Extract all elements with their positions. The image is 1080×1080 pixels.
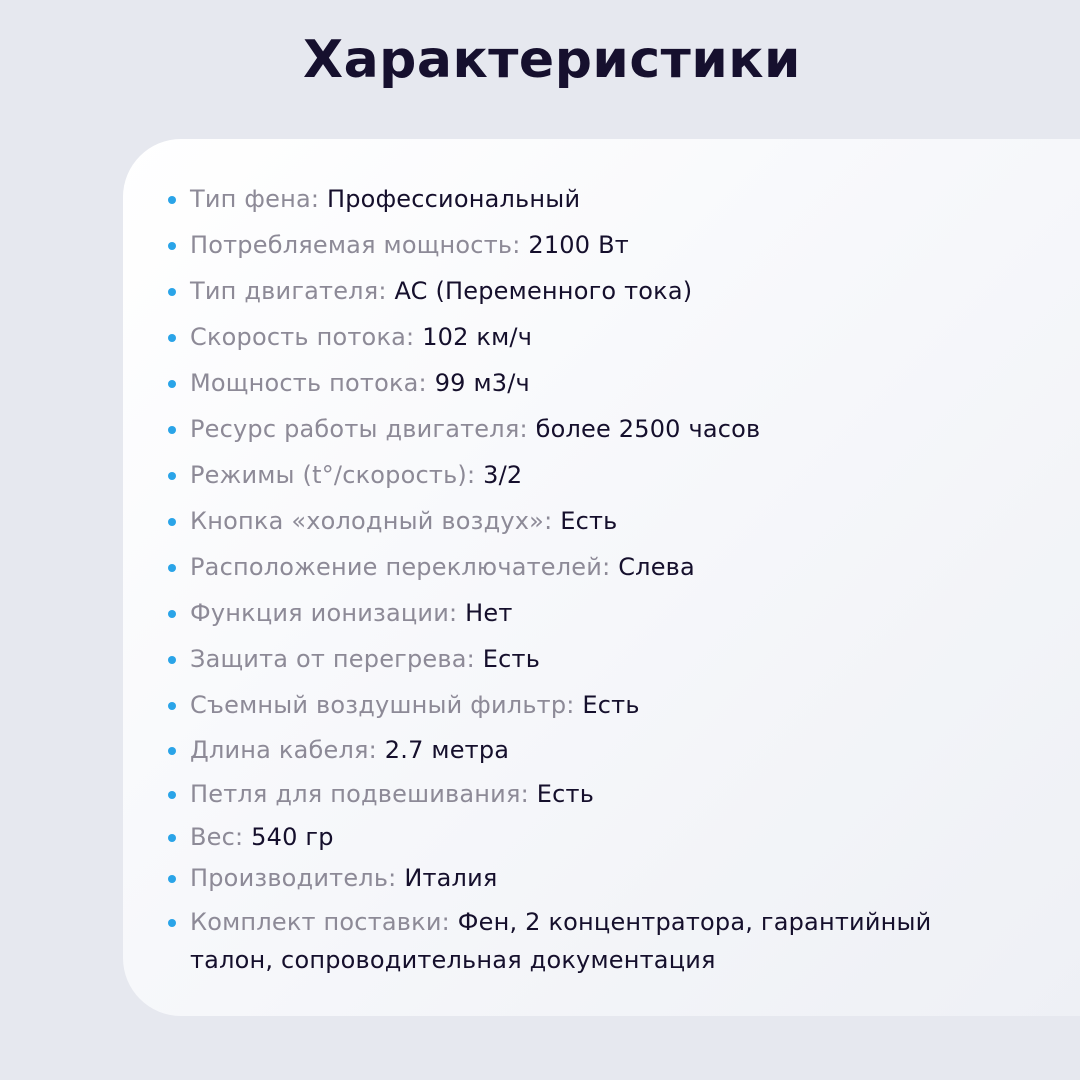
bullet-icon [168, 518, 176, 526]
spec-item [190, 859, 1010, 897]
spec-value: Италия [404, 864, 498, 892]
spec-item [190, 548, 1010, 586]
bullet-icon [168, 875, 176, 883]
spec-item [190, 903, 1010, 979]
spec-label: Защита от перегрева: [190, 645, 475, 673]
spec-item [190, 226, 1010, 264]
spec-label: Длина кабеля: [190, 736, 377, 764]
bullet-icon [168, 702, 176, 710]
spec-label: Скорость потока: [190, 323, 415, 351]
spec-item [190, 502, 1010, 540]
spec-value: Есть [482, 645, 541, 673]
bullet-icon [168, 919, 176, 927]
spec-value: Есть [536, 780, 595, 808]
bullet-icon [168, 747, 176, 755]
bullet-icon [168, 242, 176, 250]
bullet-icon [168, 834, 176, 842]
spec-label: Функция ионизации: [190, 599, 458, 627]
spec-label: Мощность потока: [190, 369, 427, 397]
page-title: Характеристики [303, 30, 801, 90]
spec-label: Петля для подвешивания: [190, 780, 529, 808]
spec-value: 540 гр [251, 823, 334, 851]
spec-label: Тип фена: [190, 185, 320, 213]
spec-value: 3/2 [483, 461, 523, 489]
spec-item [190, 775, 1010, 813]
spec-item [190, 818, 1010, 856]
bullet-icon [168, 288, 176, 296]
spec-label: Режимы (t°/скорость): [190, 461, 476, 489]
bullet-icon [168, 610, 176, 618]
spec-item [190, 410, 1010, 448]
spec-value: 99 м3/ч [434, 369, 530, 397]
bullet-icon [168, 426, 176, 434]
bullet-icon [168, 656, 176, 664]
spec-item [190, 456, 1010, 494]
spec-item [190, 594, 1010, 632]
spec-item [190, 272, 1010, 310]
spec-label: Вес: [190, 823, 244, 851]
spec-value: Есть [560, 507, 618, 535]
spec-value: 102 км/ч [422, 323, 533, 351]
bullet-icon [168, 196, 176, 204]
spec-value: 2.7 метра [384, 736, 510, 764]
spec-item [190, 364, 1010, 402]
spec-label: Производитель: [190, 864, 397, 892]
spec-item [190, 731, 1010, 769]
spec-item [190, 686, 1010, 724]
spec-value: Профессиональный [327, 185, 581, 213]
bullet-icon [168, 380, 176, 388]
spec-label: Кнопка «холодный воздух»: [190, 507, 553, 535]
spec-value: Слева [618, 553, 695, 581]
bullet-icon [168, 791, 176, 799]
specs-card [123, 139, 1080, 1016]
spec-value: более 2500 часов [535, 415, 761, 443]
spec-label: Ресурс работы двигателя: [190, 415, 528, 443]
spec-item [190, 180, 1010, 218]
spec-value: Нет [465, 599, 513, 627]
spec-label: Расположение переключателей: [190, 553, 611, 581]
spec-value: Фен, 2 концентратора, гарантийный талон, сопроводительная документация [190, 908, 932, 974]
spec-label: Съемный воздушный фильтр: [190, 691, 575, 719]
bullet-icon [168, 334, 176, 342]
bullet-icon [168, 472, 176, 480]
bullet-icon [168, 564, 176, 572]
spec-item [190, 640, 1010, 678]
spec-label: Комплект поставки: [190, 908, 450, 936]
spec-value: 2100 Вт [528, 231, 629, 259]
spec-label: Тип двигателя: [190, 277, 387, 305]
spec-value: Есть [582, 691, 640, 719]
spec-item [190, 318, 1010, 356]
spec-value: AC (Переменного тока) [394, 277, 693, 305]
spec-label: Потребляемая мощность: [190, 231, 521, 259]
